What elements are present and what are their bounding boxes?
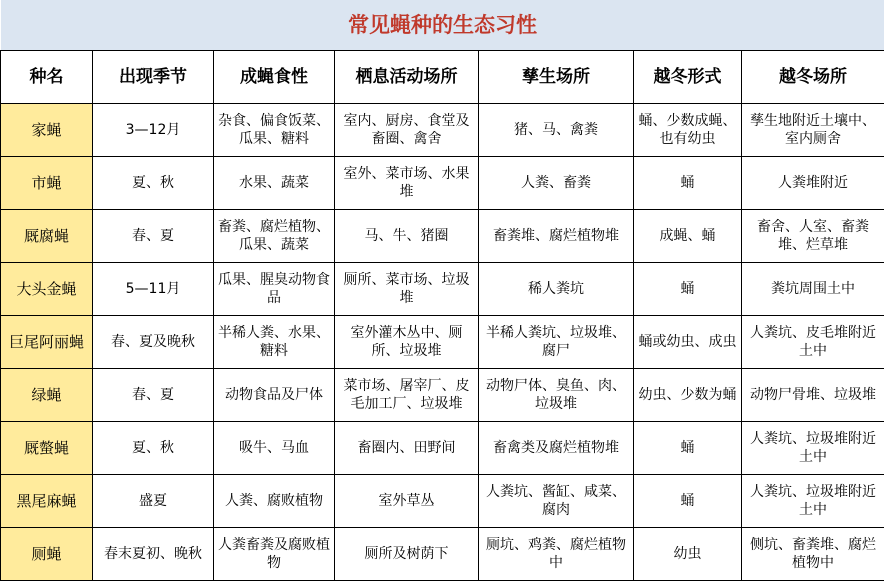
- table-cell: 室外灌木丛中、厕所、垃圾堆: [335, 316, 479, 369]
- table-cell: 动物尸体、臭鱼、肉、垃圾堆: [479, 369, 634, 422]
- species-cell: 黑尾麻蝇: [1, 475, 93, 528]
- table-cell: 人粪堆附近: [742, 157, 884, 210]
- column-header: 孳生场所: [479, 51, 634, 104]
- table-cell: 畜舍、人室、畜粪堆、烂草堆: [742, 210, 884, 263]
- table-cell: 瓜果、腥臭动物食品: [214, 263, 335, 316]
- table-cell: 畜粪、腐烂植物、瓜果、蔬菜: [214, 210, 335, 263]
- table-row: [1, 528, 884, 581]
- table-row: [1, 210, 884, 263]
- table-cell: 稀人粪坑: [479, 263, 634, 316]
- table-cell: 春、夏及晚秋: [93, 316, 214, 369]
- column-header: 栖息活动场所: [335, 51, 479, 104]
- column-header: 种名: [1, 51, 93, 104]
- table-cell: 春末夏初、晚秋: [93, 528, 214, 581]
- species-cell: 市蝇: [1, 157, 93, 210]
- species-cell: 大头金蝇: [1, 263, 93, 316]
- table-cell: 猪、马、禽粪: [479, 104, 634, 157]
- table-cell: 室外、菜市场、水果堆: [335, 157, 479, 210]
- table-cell: 室外草丛: [335, 475, 479, 528]
- table-cell: 3—12月: [93, 104, 214, 157]
- table-cell: 室内、厨房、食堂及畜圈、禽舍: [335, 104, 479, 157]
- table-row: [1, 104, 884, 157]
- table-row: [1, 263, 884, 316]
- table-row: [1, 369, 884, 422]
- species-cell: 厩腐蝇: [1, 210, 93, 263]
- table-cell: 成蝇、蛹: [634, 210, 742, 263]
- table-cell: 5—11月: [93, 263, 214, 316]
- table-cell: 水果、蔬菜: [214, 157, 335, 210]
- table-body: [1, 104, 884, 581]
- table-cell: 人粪、畜粪: [479, 157, 634, 210]
- table-cell: 厕所、菜市场、垃圾堆: [335, 263, 479, 316]
- table-cell: 畜粪堆、腐烂植物堆: [479, 210, 634, 263]
- table-cell: 动物食品及尸体: [214, 369, 335, 422]
- species-cell: 家蝇: [1, 104, 93, 157]
- table-cell: 幼虫: [634, 528, 742, 581]
- table-cell: 人粪、腐败植物: [214, 475, 335, 528]
- table-cell: 夏、秋: [93, 157, 214, 210]
- table-cell: 吸牛、马血: [214, 422, 335, 475]
- table-cell: 蛹: [634, 475, 742, 528]
- table-row: [1, 422, 884, 475]
- table-cell: 菜市场、屠宰厂、皮毛加工厂、垃圾堆: [335, 369, 479, 422]
- table-cell: 盛夏: [93, 475, 214, 528]
- table-cell: 人粪坑、酱缸、咸菜、腐肉: [479, 475, 634, 528]
- table-row: [1, 157, 884, 210]
- table-cell: 马、牛、猪圈: [335, 210, 479, 263]
- table-cell: 杂食、偏食饭菜、瓜果、糖料: [214, 104, 335, 157]
- table-cell: 春、夏: [93, 210, 214, 263]
- table-cell: 孳生地附近土壤中、室内厕舍: [742, 104, 884, 157]
- table-cell: 蛹: [634, 263, 742, 316]
- table-cell: 蛹或幼虫、成虫: [634, 316, 742, 369]
- table-cell: 粪坑周围土中: [742, 263, 884, 316]
- table-cell: 厕坑、鸡粪、腐烂植物中: [479, 528, 634, 581]
- species-cell: 厩螫蝇: [1, 422, 93, 475]
- table-cell: 人粪坑、皮毛堆附近土中: [742, 316, 884, 369]
- column-header: 出现季节: [93, 51, 214, 104]
- table-row: [1, 475, 884, 528]
- table-cell: 半稀人粪、水果、糖料: [214, 316, 335, 369]
- column-header: 成蝇食性: [214, 51, 335, 104]
- species-cell: 绿蝇: [1, 369, 93, 422]
- species-cell: 巨尾阿丽蝇: [1, 316, 93, 369]
- table-cell: 蛹、少数成蝇、也有幼虫: [634, 104, 742, 157]
- table-cell: 幼虫、少数为蛹: [634, 369, 742, 422]
- table-cell: 畜禽类及腐烂植物堆: [479, 422, 634, 475]
- table-cell: 畜圈内、田野间: [335, 422, 479, 475]
- table-cell: 人粪畜粪及腐败植物: [214, 528, 335, 581]
- column-header: 越冬形式: [634, 51, 742, 104]
- species-cell: 厕蝇: [1, 528, 93, 581]
- table-title: 常见蝇种的生态习性: [1, 0, 884, 51]
- column-header: 越冬场所: [742, 51, 884, 104]
- table-cell: 蛹: [634, 422, 742, 475]
- table-row: [1, 316, 884, 369]
- table-cell: 春、夏: [93, 369, 214, 422]
- table-cell: 人粪坑、垃圾堆附近土中: [742, 422, 884, 475]
- table-cell: 蛹: [634, 157, 742, 210]
- table-cell: 半稀人粪坑、垃圾堆、腐尸: [479, 316, 634, 369]
- header-row: [1, 51, 884, 104]
- table-cell: 动物尸骨堆、垃圾堆: [742, 369, 884, 422]
- table-cell: 侧坑、畜粪堆、腐烂植物中: [742, 528, 884, 581]
- table-cell: 夏、秋: [93, 422, 214, 475]
- table-cell: 厕所及树荫下: [335, 528, 479, 581]
- table-cell: 人粪坑、垃圾堆附近土中: [742, 475, 884, 528]
